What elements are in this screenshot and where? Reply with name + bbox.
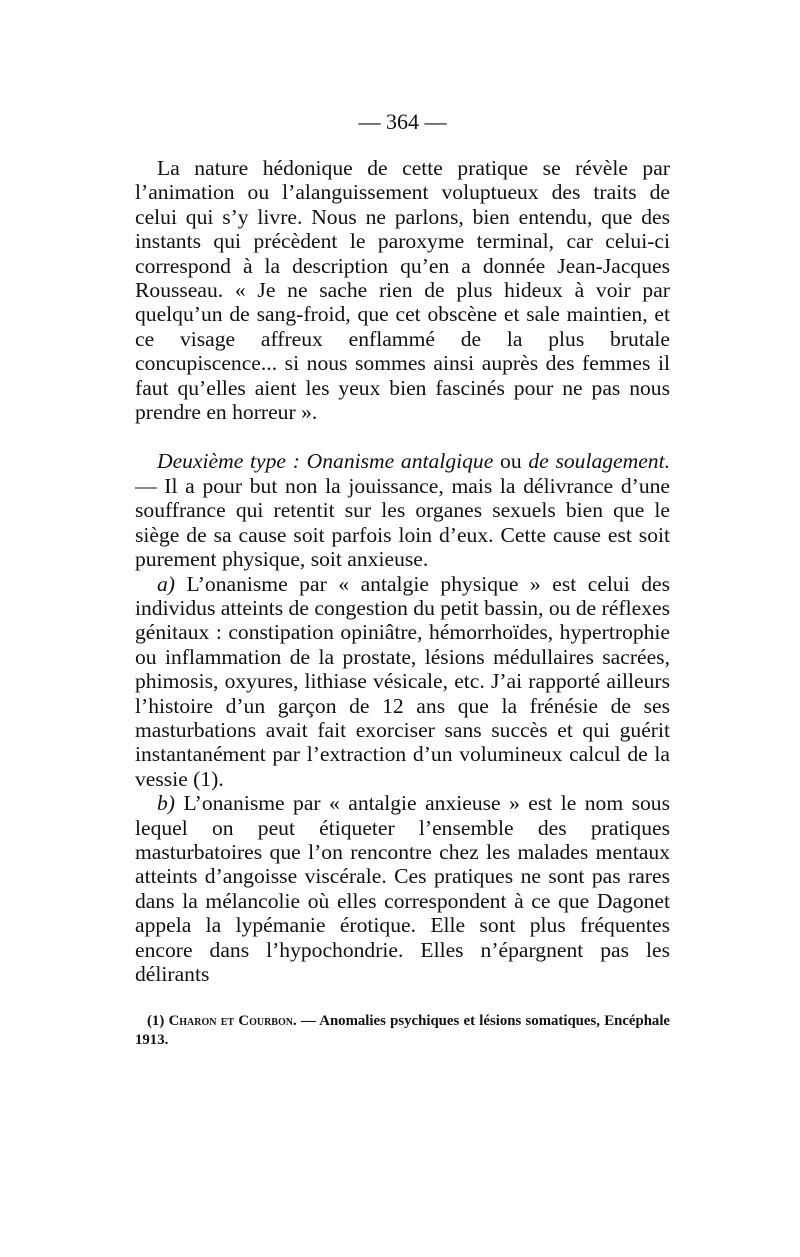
footnote-dash: — bbox=[296, 1013, 320, 1030]
paragraph-1: La nature hédonique de cette pratique se révèle par l’animation ou l’alanguissement voluptueux des traits de celui qui s’y livre. Nous ne parlons, bien entendu, que des instants qui précèdent le paroxyme terminal, car celui-ci correspond à la description qu’en a donnée Jean-Jacques Rousseau. « Je ne sache rien de plus hideux à voir par quelqu’un de sang-froid, que cet obscène et sale maintien, et ce visage affreux enflammé de la plus brutale concupiscence... si nous sommes ainsi auprès des femmes il faut qu’elles aient les yeux bien fascinés pour ne pas nous prendre en horreur ». bbox=[135, 156, 670, 425]
paragraph-2-heading: Deuxième type : Onanisme antalgique bbox=[157, 449, 494, 474]
footnote bbox=[135, 1012, 670, 1050]
page bbox=[135, 108, 670, 1050]
paragraph-2 bbox=[135, 449, 670, 571]
body-text bbox=[135, 156, 670, 986]
page-number: — 364 — bbox=[358, 109, 447, 134]
paragraph-2-ou: ou bbox=[493, 449, 529, 474]
footnote-marker: (1) bbox=[147, 1013, 165, 1030]
paragraph-3-text: L’onanisme par « antalgie physique » est celui des individus atteints de congestion du petit bassin, ou de réflexes génitaux : constipation opiniâtre, hémorrhoïdes, hypertrophie ou inflammation de la prostate, lésions médullaires sacrées, phimosis, oxyures, lithiase vésicale, etc. J’ai rapporté ailleurs l’histoire d’un garçon de 12 ans que la frénésie de ses masturbations avait fait exorciser sans succès et qui guérit instantanément par l’extraction d’un volumineux calcul de la vessie (1). bbox=[135, 571, 670, 791]
paragraph-2-text: — Il a pour but non la jouissance, mais la délivrance d’une souffrance qui retentit sur les organes sexuels bien que le siège de sa cause soit parfois loin d’eux. Cette cause est soit purement physique, soit anxieuse. bbox=[135, 473, 670, 572]
paragraph-3 bbox=[135, 572, 670, 792]
paragraph-2-heading-2: de soulagement. bbox=[528, 449, 670, 474]
footnote-text: Anomalies psychiques et lésions somatiques, Encéphale 1913. bbox=[135, 1013, 670, 1049]
paragraph-4 bbox=[135, 791, 670, 986]
paragraph-3-label: a) bbox=[157, 571, 175, 596]
paragraph-4-label: b) bbox=[157, 791, 175, 816]
footnote-authors: Charon et Courbon. bbox=[168, 1013, 297, 1030]
paragraph-4-text: L’onanisme par « antalgie anxieuse » est le nom sous lequel on peut étiqueter l’ensemble des pratiques masturbatoires que l’on rencontre chez les malades mentaux atteints d’angoisse viscérale. Ces pratiques ne sont pas rares dans la mélancolie où elles correspondent à ce que Dagonet appela la lypémanie érotique. Elle sont plus fréquentes encore dans l’hypochondrie. Elles n’épargnent pas les délirants bbox=[135, 791, 670, 986]
